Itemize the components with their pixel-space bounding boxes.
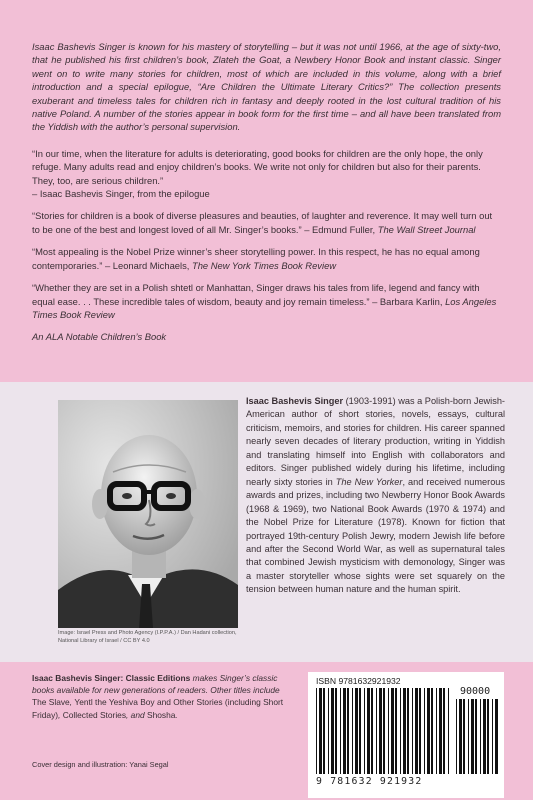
barcode-bar xyxy=(436,688,437,774)
barcode-bar xyxy=(492,699,493,774)
quote-nyt xyxy=(32,245,501,272)
quote-lat xyxy=(32,281,501,321)
barcode-bar xyxy=(487,699,489,774)
series-text: . xyxy=(175,709,178,720)
series-text: , xyxy=(58,709,63,720)
barcode-bar xyxy=(495,699,498,774)
series-text: , xyxy=(69,697,75,708)
barcode-bar xyxy=(471,699,474,774)
quote-attribution: – Isaac Bashevis Singer, from the epilogue xyxy=(32,188,210,200)
other-title: Shosha xyxy=(147,709,176,720)
barcode-bar xyxy=(379,688,382,774)
barcode-bar xyxy=(367,688,370,774)
quote-attribution: – Leonard Michaels, xyxy=(102,259,192,271)
quote-text: “Stories for children is a book of diverse pleasures and beauties, of laughter and reverence. It may well turn out to be one of the best and longest loved of all Mr. Singer’s books.” xyxy=(32,210,493,235)
barcode-bar xyxy=(456,699,457,774)
barcode-bar xyxy=(415,688,418,774)
barcode-bar xyxy=(419,688,421,774)
author-photo xyxy=(58,400,238,628)
barcode-bar xyxy=(443,688,445,774)
back-cover-top xyxy=(0,0,533,382)
barcode-bar xyxy=(439,688,442,774)
series-text: makes Singer’s classic books available for new generations of readers. Other titles include xyxy=(32,673,280,696)
barcode-bar xyxy=(340,688,341,774)
barcode-bar xyxy=(328,688,329,774)
barcode-bar xyxy=(391,688,394,774)
classic-editions-note xyxy=(32,672,294,721)
quote-attribution: – Barbara Karlin, xyxy=(369,295,446,307)
barcode-bar xyxy=(468,699,469,774)
bio-text: (1903-1991) was a Polish-born Jewish-American author of short stories, novels, essays, cultural criticism, memoirs, and stories for children. His career spanned nearly seven decades of literary production, writing in Yiddish and translating himself into English with collaborators and editors. Singer published widely during his lifetime, including nearly sixty stories in xyxy=(246,396,505,487)
author-bio xyxy=(246,395,505,597)
author-section xyxy=(0,382,533,662)
quote-text: “Whether they are set in a Polish shtetl or Manhattan, Singer draws his tales from life, legend and fancy with equal ease. . . These incredible tales of wisdom, beauty and joy remain timeless.” xyxy=(32,282,480,307)
barcode-bar xyxy=(431,688,433,774)
quote-source: The New York Times Book Review xyxy=(191,259,337,271)
barcode-bar xyxy=(459,699,462,774)
author-portrait-illustration xyxy=(58,400,238,628)
quote-attribution: – Edmund Fuller, xyxy=(301,223,378,235)
bio-text: , and received numerous awards and prizes, including two Newberry Honor Book Awards (1968 & 1969), two National Book Awards (1970 & 1974) and the Nobel Prize for Literature (1978). Known for fiction that portrayed 19th-century Polish Jewry, modern Jewish life before and after the Second World War, as well as supernatural tales that combined Jewish mysticism with demonology, Singer was a master storyteller whose sights were set squarely on the tension between human nature and the human spirit. xyxy=(246,476,506,595)
quote-epilogue xyxy=(32,147,501,201)
isbn-barcode xyxy=(316,688,450,774)
barcode-digits: 9 781632 921932 xyxy=(316,776,423,787)
barcode-bar xyxy=(427,688,430,774)
back-cover-bottom xyxy=(0,662,533,800)
barcode-bar xyxy=(383,688,385,774)
series-text: , and xyxy=(126,709,147,720)
barcode-bar xyxy=(376,688,377,774)
barcode-bar xyxy=(347,688,349,774)
barcode-bar xyxy=(371,688,373,774)
other-title: Collected Stories xyxy=(62,709,127,720)
barcode-bar xyxy=(319,688,322,774)
barcode-bar xyxy=(463,699,465,774)
barcode-bar xyxy=(395,688,397,774)
barcode-bar xyxy=(403,688,406,774)
barcode-bar xyxy=(331,688,334,774)
quote-source: The Wall Street Journal xyxy=(377,223,476,235)
barcode-bar xyxy=(412,688,413,774)
series-name: Isaac Bashevis Singer: Classic Editions xyxy=(32,673,191,683)
ala-notable: An ALA Notable Children’s Book xyxy=(32,331,167,343)
barcode-bar xyxy=(407,688,409,774)
barcode-bar xyxy=(364,688,365,774)
cover-credit: Cover design and illustration: Yanai Segal xyxy=(32,760,169,769)
barcode-bar xyxy=(424,688,425,774)
barcode-bar xyxy=(475,699,477,774)
price-barcode xyxy=(456,699,498,774)
barcode-panel xyxy=(308,672,504,798)
barcode-bar xyxy=(352,688,353,774)
barcode-bar xyxy=(316,688,317,774)
quote-wsj xyxy=(32,209,501,236)
quote-text: “Most appealing is the Nobel Prize winner’s sheer storytelling power. In this respect, he has no equal among contemporaries.” xyxy=(32,246,480,271)
barcode-bar xyxy=(448,688,449,774)
barcode-bar xyxy=(400,688,401,774)
barcode-bar xyxy=(323,688,325,774)
quote-text: “In our time, when the literature for adults is deteriorating, good books for children are the only hope, the only refuge. Many adults read and enjoy children’s books. We write not only for children but also for their parents. They, too, are serious children.” xyxy=(32,147,483,186)
quote-source: Los Angeles Times Book Review xyxy=(32,295,497,320)
other-title: The Slave xyxy=(32,697,70,708)
photo-credit: Image: Israel Press and Photo Agency (I.P.P.A.) / Dan Hadani collection, National Library of Israel / CC BY 4.0 xyxy=(58,630,237,644)
intro-blurb: Isaac Bashevis Singer is known for his mastery of storytelling – but it was not until 1966, at the age of sixty-two, that he published his first children’s book, Zlateh the Goat, a Newbery Honor Book and instant classic. Singer went on to write many stories for children, most of which are included in this volume, along with a brief introduction and a special epilogue, “Are Children the Ultimate Literary Critics?” The collection presents exuberant and timeless tales for children rich in fantasy and deeply rooted in the lost cultural tradition of his native Poland. A number of the stories appear in book form for the first time – and all have been translated from the Yiddish with the author’s personal supervision. xyxy=(32,41,501,133)
barcode-bar xyxy=(359,688,361,774)
barcode-bar xyxy=(388,688,389,774)
barcode-bar xyxy=(335,688,337,774)
author-name: Isaac Bashevis Singer xyxy=(246,396,344,406)
price-code: 90000 xyxy=(460,686,491,697)
bio-magazine: The New Yorker xyxy=(335,476,403,487)
isbn-label: ISBN 9781632921932 xyxy=(316,676,401,686)
barcode-bar xyxy=(480,699,481,774)
barcode-bar xyxy=(343,688,346,774)
barcode-bar xyxy=(483,699,486,774)
other-title: Yentl the Yeshiva Boy and Other Stories (including Short Friday) xyxy=(32,697,284,720)
barcode-bar xyxy=(355,688,358,774)
